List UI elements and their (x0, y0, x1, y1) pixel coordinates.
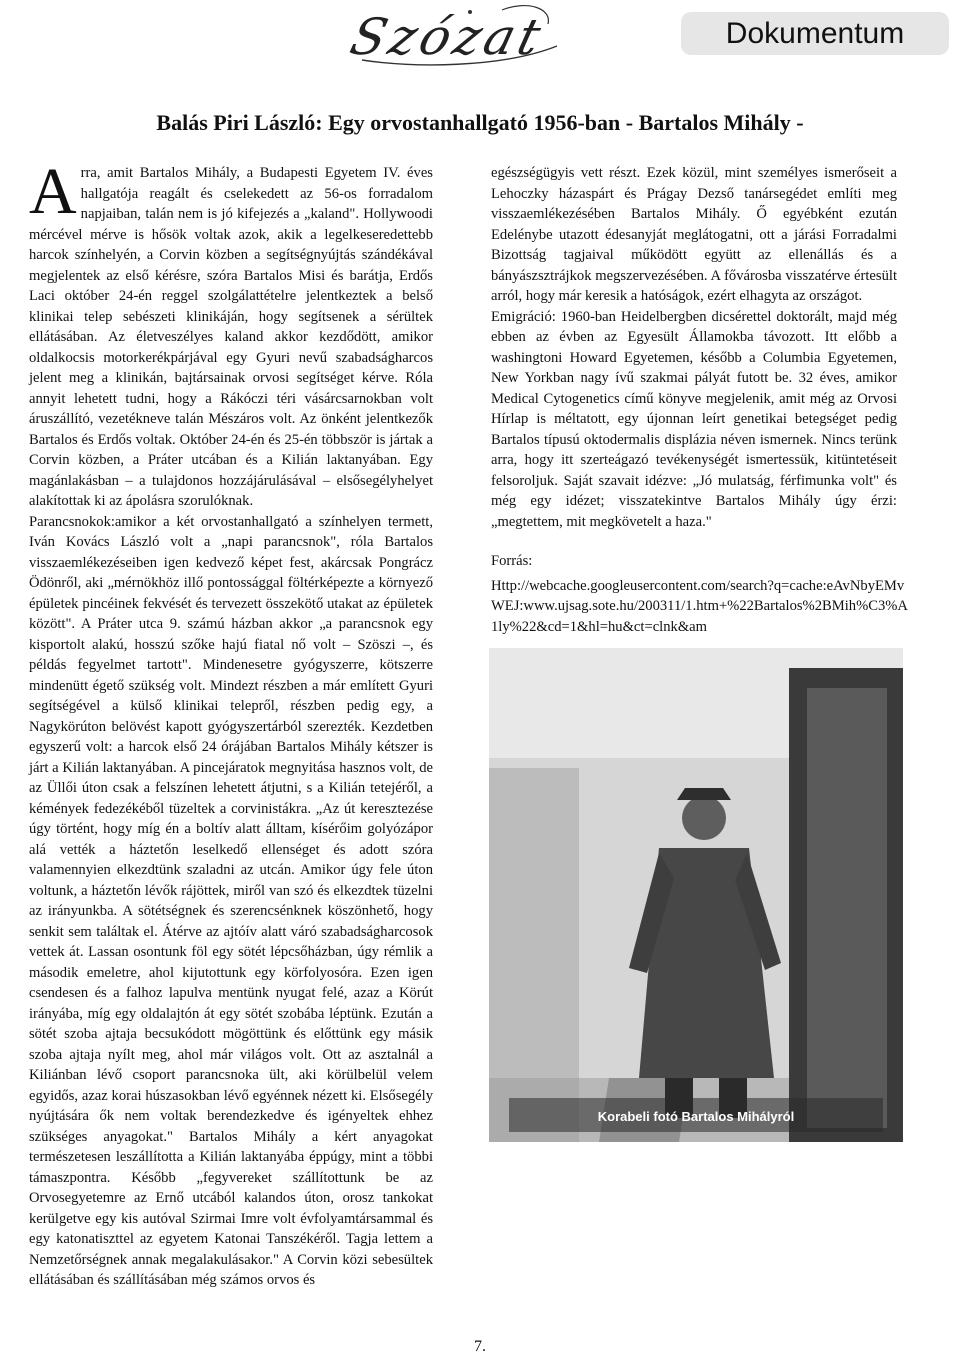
paragraph: rra, amit Bartalos Mihály, a Budapesti Egyetem IV. éves hallgatója reagált és cselekedett az 56-os forradalom napjaiban, talán nem is jó kifejezés a „kaland". Hollywoodi mércével mérve is hősök voltak azok, akik a legelkeseredettebb harcok színhelyén, a Corvin közben a segítségnyújtás szándékával megjelentek az első kérésre, szóra Bartalos Misi és barátja, Erdős Laci október 24-én reggel szolgálattételre jelentkeztek a belső klinikai telep sebészeti klinikáján, hogy segítsenek a sérültek ellátásában. Az életveszélyes kaland akkor kezdődött, amikor oldalkocsis motorkerékpárjával egy Gyuri nevű szabadságharcos jelent meg a klinikán, bajtársainak orvosi segítséget kérve. Róla annyit lehetett tudni, hogy a Rákóczi téri vásárcsarnokban volt áruszállító, vezetékneve talán Mészáros volt. Az önként jelentkezők Bartalos és Erdős voltak. Október 24-én és 25-én többször is jártak a Corvin közben, a Práter utcában és a Kilián laktanyában. Egy magánlakásban – a tulajdonos hozzájárulásával – elsősegélyhelyet alakítottak ki az ápolásra szorulóknak. (29, 165, 433, 509)
paragraph: Parancsnokok:amikor a két orvostanhallgató a színhelyen termett, Iván Kovács László volt a „napi parancsnok", róla Bartalos visszaemlékezéseiben igen kedvező képet fest, akárcsak Pongrácz Ödönről, aki „mérnökhöz illő pontossággal föltérképezte a környező épületek pincéinek fekvését és tervezett összekötő utakat az épületek között". A Práter utca 9. számú házban akkor „a parancsnok egy kisportolt alakú, hosszú szőke hajú fiatal nő volt – Szöszi –, és példás fegyelmet tartott". Mindenesetre gyógyszerre, kötszerre mindenütt égető szükség volt. Mindezt részben a már említett Gyuri segítségével a külső klinikai telepről, részben pedig egy, a Nagykörúton belövést kapott gyógyszertárból szerezték. Kezdetben egyszerű volt: a harcok első 24 órájában Bartalos Mihály kétszer is járt a Kilián laktanyában. A pincejáratok megnyitása hasznos volt, de az Üllői úton csak a felszínen lehetett átjutni, s a Kilián tetejéről, a kémények fedezékéből tüzeltek a corvinistákra. „Az út keresztezése úgy történt, hogy míg én a boltív alatt álltam, kísérőim golyózápor alá vették a háztetőn leselkedő ellenséget és adott szóra valamennyien elkezdtünk szaladni az utcán. Amikor úgy fele úton voltunk, a háztetőn lévők rájöttek, miről van szó és elkezdtek tüzelni az irányunkba. A sötétségnek és szerencsénknek köszönhető, hogy senkit sem találtak el. Átérve az ajtóív alatt váró szabadságharcosok vettek át. Lassan osontunk föl egy sötét lépcsőházban, úgy rémlik a második emeletre, ahol kijutottunk egy körfolyosóra. Ezen igen csendesen és a falhoz lapulva mentünk nyugat felé, azaz a Körút irányába, míg egy oldalajtón át egy sötét szobába léptünk. Ezután a sötét szoba ajtaja becsukódott mögöttünk és előttünk egy másik szoba ajtaja nyílt meg, ahol már világos volt. Ott az asztalnál a Kiliánban lévő csoport parancsnoka ült, aki körülbelül velem egyidős, azaz korai húszasokban lévő egyénnek nézett ki. Elsősegély nyújtására ők nem voltak berendezkedve és igényeltek ehhez szükséges anyagokat." Bartalos Mihály a kért anyagokat természetesen leszállította a Kilián laktanyába éppúgy, mint a többi támaszpontra. Később „fegyvereket szállítottunk be az Orvosegyetemre az Ernő utcából kalandos úton, orosz tankokat kerülgetve egy kis autóval Szirmai Imre volt évfolyamtársammal és egy katonatiszttel az egyetem Katonai Tanszékéről. Tagja lettem a Nemzetőrségnek annak megalakulásakor." A Corvin közi sebesültek ellátásában és szállításában még számos orvos és (29, 513, 433, 1288)
photo-caption: Korabeli fotó Bartalos Mihályról (597, 1109, 795, 1124)
historical-photo (489, 648, 903, 1142)
sources-url: Http://webcache.googleusercontent.com/search?q=cache:eAvNbyEMvWEJ:www.ujsag.sote.hu/200311/1.htm+%22Bartalos%2BMih%C3%A1ly%22&cd=1&hl=hu&ct=clnk&am (491, 577, 908, 635)
sources-label: Forrás: (491, 553, 533, 569)
section-tab: Dokumentum (681, 12, 949, 55)
page-number: 7. (474, 1338, 486, 1355)
photo-image (489, 648, 903, 1142)
logo-text: Szózat (344, 8, 551, 66)
paragraph: Emigráció: 1960-ban Heidelbergben dicsérettel doktorált, majd még ebben az évben az Egyesült Államokba távozott. Itt előbb a washingtoni Howard Egyetemen, később a Columbia Egyetemen, New Yorkban nagy ívű szakmai pályát futott be. 32 éves, amikor Medical Cytogenetics című könyve megjelenik, amit még az Orvosi Hírlap is méltatott, egy újonnan leírt genetikai betegséget pedig Bartalos típusú oktodermalis displázia néven ismernek. Nincs terünk arra, hogy itt szerteágazó tevékenységét ismertessük, kitüntetéseit felsoroljuk. Saját szavait idézve: „Jó mulatság, férfimunka volt" és még egy idézet; visszatekintve Bartalos Mihály úgy érzi: „megtettem, mit megkövetelt a haza." (491, 308, 897, 530)
article-right-column (491, 163, 897, 532)
sources-block (491, 551, 911, 637)
drop-cap: A (29, 155, 77, 228)
article-left-column (29, 155, 433, 1291)
article-title: Balás Piri László: Egy orvostanhallgató 1956-ban - Bartalos Mihály - (156, 110, 804, 135)
masthead-logo (344, 2, 562, 72)
paragraph: egészségügyis vett részt. Ezek közül, mint személyes ismerőseit a Lehoczky házaspárt és Prágay Dezső tanársegédet említi meg visszaemlékezésében Bartalos Mihály. Ő egyébként ezután Edelénybe utazott édesanyját meglátogatni, ott a járási Forradalmi Bizottság tagjaival működött együtt az ellenállás és a bányászsztrájkok megszervezésében. A fővárosba visszatérve értesült arról, hogy már keresik a hatóságok, ezért elhagyta az országot. (491, 165, 897, 304)
